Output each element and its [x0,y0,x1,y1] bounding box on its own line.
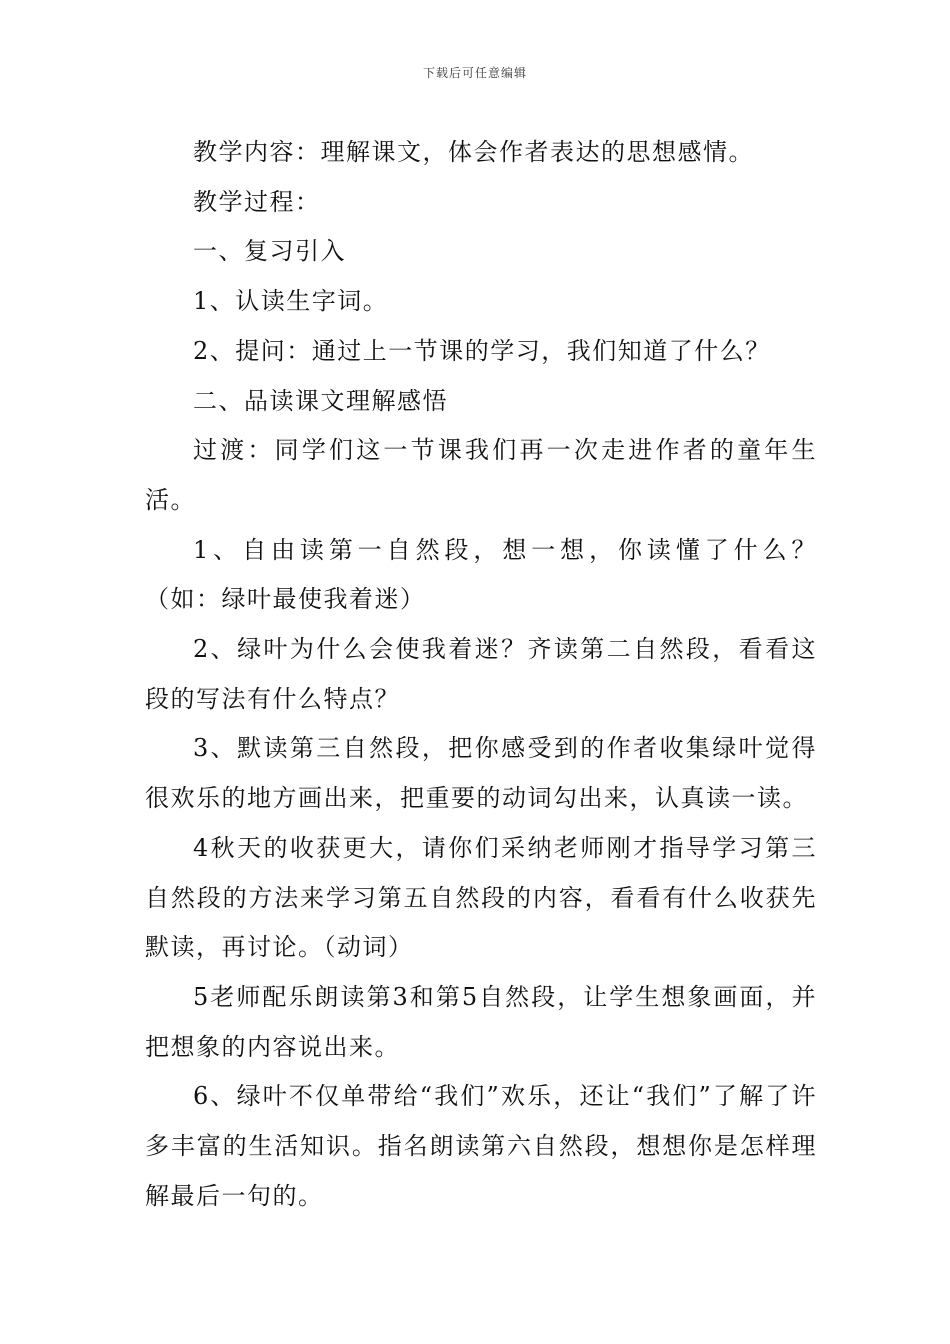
page-header: 下载后可任意编辑 [422,66,527,80]
section-heading-reading: 二、品读课文理解感悟 [193,386,448,415]
paragraph-teaching-content: 教学内容：理解课文，体会作者表达的思想感情。 [193,138,754,166]
section-heading-review: 一、复习引入 [193,237,346,266]
paragraph-item: 4秋天的收获更大，请你们采纳老师刚才指导学习第三自然段的方法来学习第五自然段的内容，看看有什么收获先默读，再讨论。（动词） [145,833,817,962]
paragraph-item: 2、绿叶为什么会使我着迷？齐读第二自然段，看看这段的写法有什么特点？ [145,635,817,713]
paragraph-item: 5老师配乐朗读第3和第5自然段，让学生想象画面，并把想象的内容说出来。 [145,982,817,1061]
paragraph-teaching-process: 教学过程： [193,187,321,216]
paragraph-item: 1、认读生字词。 [193,287,389,316]
paragraph-item: 2、提问：通过上一节课的学习，我们知道了什么？ [193,336,771,365]
paragraph-item: 1、自由读第一自然段，想一想，你读懂了什么？（如：绿叶最使我着迷） [145,535,817,614]
paragraph-item: 6、绿叶不仅单带给“我们”欢乐，还让“我们”了解了许多丰富的生活知识。指名朗读第六自然段，想想你是怎样理解最后一句的。 [145,1082,817,1210]
document-body [145,128,817,1221]
paragraph-transition: 过渡：同学们这一节课我们再一次走进作者的童年生活。 [145,436,817,514]
paragraph-item: 3、默读第三自然段，把你感受到的作者收集绿叶觉得很欢乐的地方画出来，把重要的动词勾出来，认真读一读。 [145,734,817,813]
